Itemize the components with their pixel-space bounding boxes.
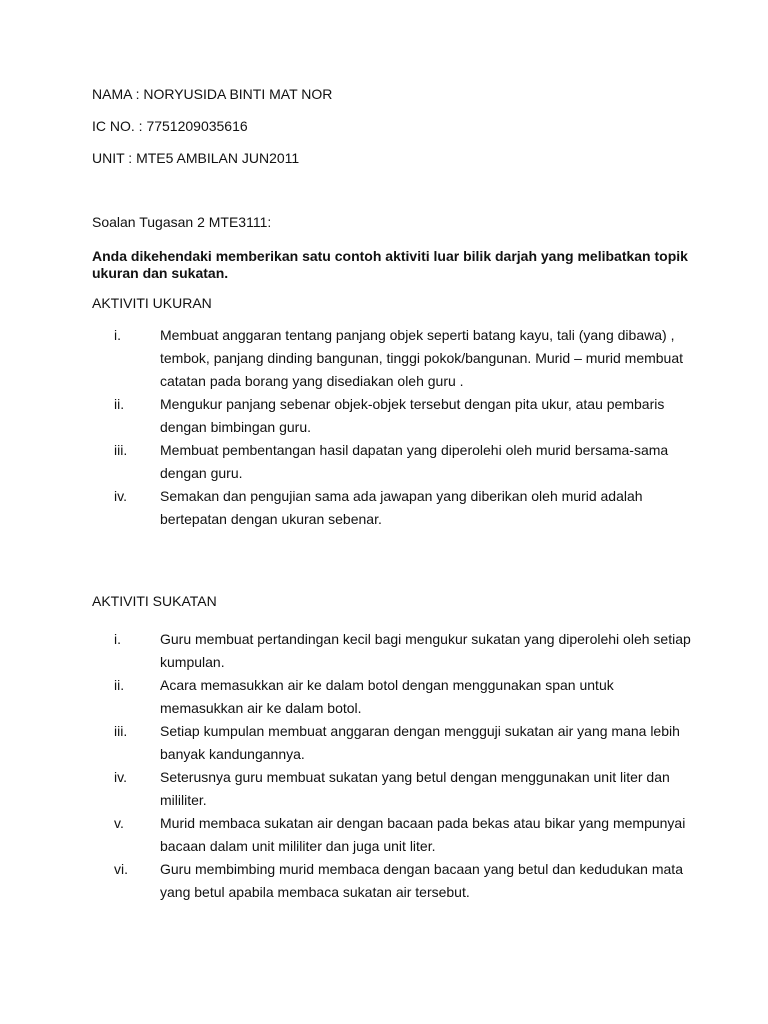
list-item (92, 485, 692, 531)
sukatan-list (92, 628, 692, 904)
item-text: Semakan dan pengujian sama ada jawapan yang diberikan oleh murid adalah bertepatan dengan ukuran sebenar. (160, 488, 643, 527)
ic-number: IC NO. : 7751209035616 (92, 118, 248, 134)
item-number: ii. (114, 396, 125, 412)
heading-aktiviti-sukatan: AKTIVITI SUKATAN (92, 593, 217, 609)
list-item (92, 812, 692, 858)
item-number: ii. (114, 677, 125, 693)
list-item (92, 439, 692, 485)
question-label: Soalan Tugasan 2 MTE3111: (92, 214, 272, 230)
item-number: iv. (114, 488, 127, 504)
list-item (92, 628, 692, 674)
heading-aktiviti-ukuran: AKTIVITI UKURAN (92, 295, 212, 311)
item-text: Guru membimbing murid membaca dengan bacaan yang betul dan kedudukan mata yang betul apabila membaca sukatan air tersebut. (160, 861, 683, 900)
ukuran-list (92, 324, 692, 531)
list-item (92, 674, 692, 720)
question-text: Anda dikehendaki memberikan satu contoh aktiviti luar bilik darjah yang melibatkan topik ukuran dan sukatan. (92, 248, 688, 281)
item-text: Setiap kumpulan membuat anggaran dengan mengguji sukatan air yang mana lebih banyak kandungannya. (160, 723, 680, 762)
item-number: i. (114, 327, 121, 343)
item-text: Membuat anggaran tentang panjang objek seperti batang kayu, tali (yang dibawa) , tembok, panjang dinding bangunan, tinggi pokok/bangunan. Murid – murid membuat catatan pada borang yang disediakan oleh guru . (160, 327, 684, 389)
list-item (92, 858, 692, 904)
item-number: iii. (114, 442, 128, 458)
list-item (92, 393, 692, 439)
item-text: Seterusnya guru membuat sukatan yang betul dengan menggunakan unit liter dan mililiter. (160, 769, 670, 808)
item-text: Mengukur panjang sebenar objek-objek tersebut dengan pita ukur, atau pembaris dengan bimbingan guru. (160, 396, 665, 435)
list-item (92, 766, 692, 812)
item-text: Murid membaca sukatan air dengan bacaan pada bekas atau bikar yang mempunyai bacaan dalam unit mililiter dan juga unit liter. (160, 815, 686, 854)
item-text: Guru membuat pertandingan kecil bagi mengukur sukatan yang diperolehi oleh setiap kumpulan. (160, 631, 691, 670)
item-number: v. (114, 815, 124, 831)
student-name: NAMA : NORYUSIDA BINTI MAT NOR (92, 86, 333, 102)
list-item (92, 720, 692, 766)
list-item (92, 324, 692, 393)
item-number: i. (114, 631, 121, 647)
item-number: iv. (114, 769, 127, 785)
item-number: vi. (114, 861, 128, 877)
item-number: iii. (114, 723, 128, 739)
item-text: Acara memasukkan air ke dalam botol dengan menggunakan span untuk memasukkan air ke dalam botol. (160, 677, 614, 716)
item-text: Membuat pembentangan hasil dapatan yang diperolehi oleh murid bersama-sama dengan guru. (160, 442, 669, 481)
unit-info: UNIT : MTE5 AMBILAN JUN2011 (92, 150, 300, 166)
